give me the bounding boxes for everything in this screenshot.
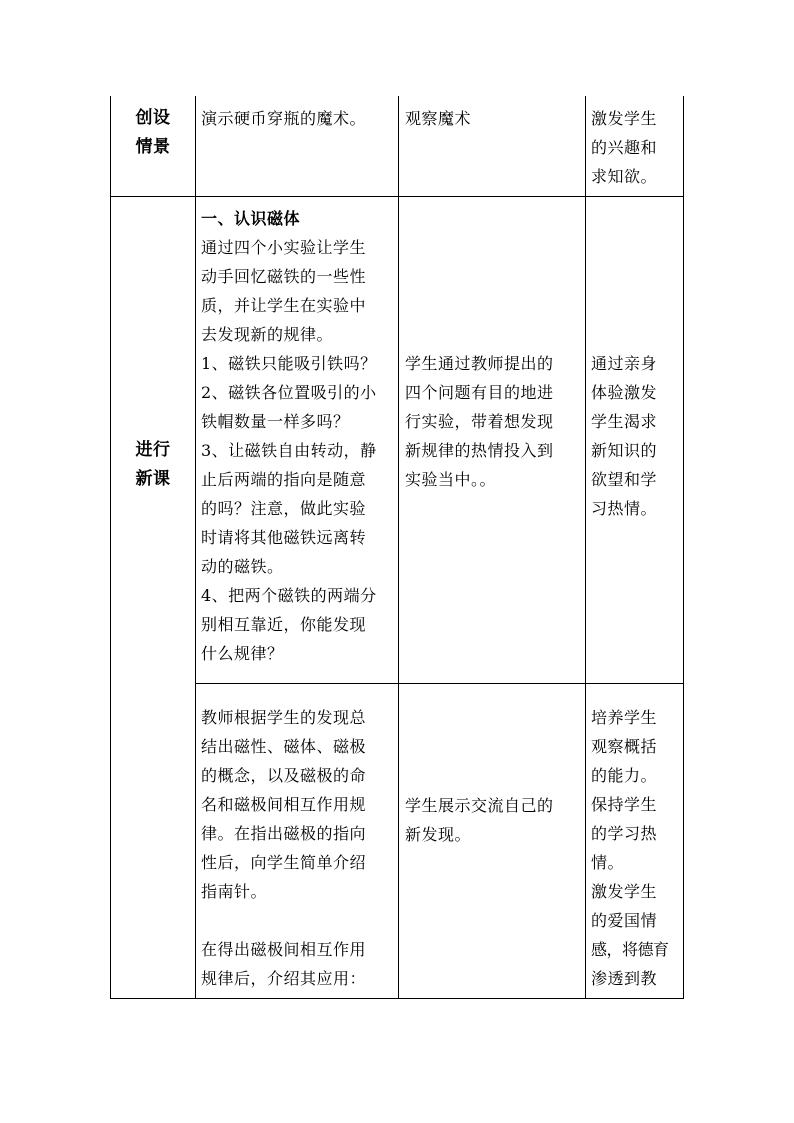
intent-text: 情。	[591, 853, 625, 872]
teacher-text: 在得出磁极间相互作用	[201, 940, 367, 959]
teacher-text: 动的磁铁。	[201, 557, 284, 576]
student-text: 新规律的热情投入到	[405, 441, 554, 460]
intent-text: 激发学生	[591, 882, 658, 901]
intent-text: 欲望和学	[591, 470, 658, 489]
student-activity-row1	[405, 104, 583, 133]
stage-text: 创设	[135, 108, 171, 128]
teacher-activity-row3	[201, 703, 396, 993]
intent-text: 新知识的	[591, 441, 658, 460]
table-line-right	[683, 96, 684, 999]
intent-text: 体验激发	[591, 383, 658, 402]
student-text: 观察魔术	[405, 109, 472, 128]
design-intent-row3	[591, 703, 681, 993]
teacher-text: 1、磁铁只能吸引铁吗？	[201, 354, 377, 373]
table-line-left	[110, 96, 111, 999]
intent-text: 通过亲身	[591, 354, 658, 373]
stage-label-row2	[111, 436, 195, 494]
intent-text: 培养学生	[591, 708, 658, 727]
intent-text: 的能力。	[591, 766, 658, 785]
teacher-activity-row2	[201, 204, 396, 668]
teacher-text: 结出磁性、磁体、磁极	[201, 737, 367, 756]
teacher-text: 去发现新的规律。	[201, 325, 334, 344]
student-text: 实验当中。。	[405, 470, 497, 489]
teacher-text: 的吗？注意，做此实验	[201, 499, 367, 518]
teacher-text: 教师根据学生的发现总	[201, 708, 367, 727]
teacher-text: 别相互靠近，你能发现	[201, 615, 367, 634]
table-line-bottom	[110, 998, 684, 999]
student-text: 学生展示交流自己的	[405, 796, 554, 815]
design-intent-row1	[591, 104, 681, 191]
intent-text: 观察概括	[591, 737, 658, 756]
student-text: 行实验，带着想发现	[405, 412, 554, 431]
teacher-text: 性后，向学生简单介绍	[201, 853, 367, 872]
teacher-text: 质，并让学生在实验中	[201, 296, 367, 315]
teacher-activity-row1	[201, 104, 396, 133]
student-activity-row3	[405, 791, 583, 849]
teacher-text: 时请将其他磁铁远离转	[201, 528, 367, 547]
student-text: 学生通过教师提出的	[405, 354, 554, 373]
teacher-text: 律。在指出磁极的指向	[201, 824, 367, 843]
table-line-row2-bottom	[196, 683, 684, 684]
section-heading: 一、认识磁体	[201, 209, 301, 228]
table-line-row1-bottom	[110, 196, 684, 197]
teacher-text: 的概念，以及磁极的命	[201, 766, 367, 785]
intent-text: 习热情。	[591, 499, 658, 518]
intent-text: 学生渴求	[591, 412, 658, 431]
stage-text: 进行	[135, 440, 171, 460]
intent-text: 渗透到教	[591, 969, 658, 988]
stage-label-row1	[111, 104, 195, 162]
teacher-text: 通过四个小实验让学生	[201, 238, 367, 257]
teacher-text: 规律后，介绍其应用：	[201, 969, 367, 988]
teacher-text: 什么规律？	[201, 644, 284, 663]
teacher-text: 铁帽数量一样多吗？	[201, 412, 350, 431]
intent-text: 激发学生	[591, 109, 658, 128]
teacher-text: 名和磁极间相互作用规	[201, 795, 367, 814]
intent-text: 的学习热	[591, 824, 658, 843]
student-text: 四个问题有目的地进	[405, 383, 554, 402]
intent-text: 保持学生	[591, 795, 658, 814]
teacher-text: 演示硬币穿瓶的魔术。	[201, 109, 367, 128]
student-text: 新发现。	[405, 825, 472, 844]
teacher-text: 指南针。	[201, 882, 268, 901]
design-intent-row2	[591, 349, 681, 523]
stage-text: 情景	[135, 137, 171, 157]
intent-text: 的爱国情	[591, 911, 658, 930]
teacher-text: 3、让磁铁自由转动，静	[201, 441, 377, 460]
teacher-text: 2、磁铁各位置吸引的小	[201, 383, 377, 402]
teacher-text: 4、把两个磁铁的两端分	[201, 586, 377, 605]
teacher-text: 止后两端的指向是随意	[201, 470, 367, 489]
teacher-text: 动手回忆磁铁的一些性	[201, 267, 367, 286]
intent-text: 感，将德育	[591, 940, 669, 959]
paragraph-gap	[201, 906, 396, 935]
intent-text: 的兴趣和	[591, 138, 658, 157]
table-line-col3	[585, 96, 586, 999]
table-line-col1	[195, 96, 196, 999]
student-activity-row2	[405, 349, 583, 494]
intent-text: 求知欲。	[591, 167, 658, 186]
stage-text: 新课	[135, 469, 171, 489]
table-line-col2	[398, 96, 399, 999]
